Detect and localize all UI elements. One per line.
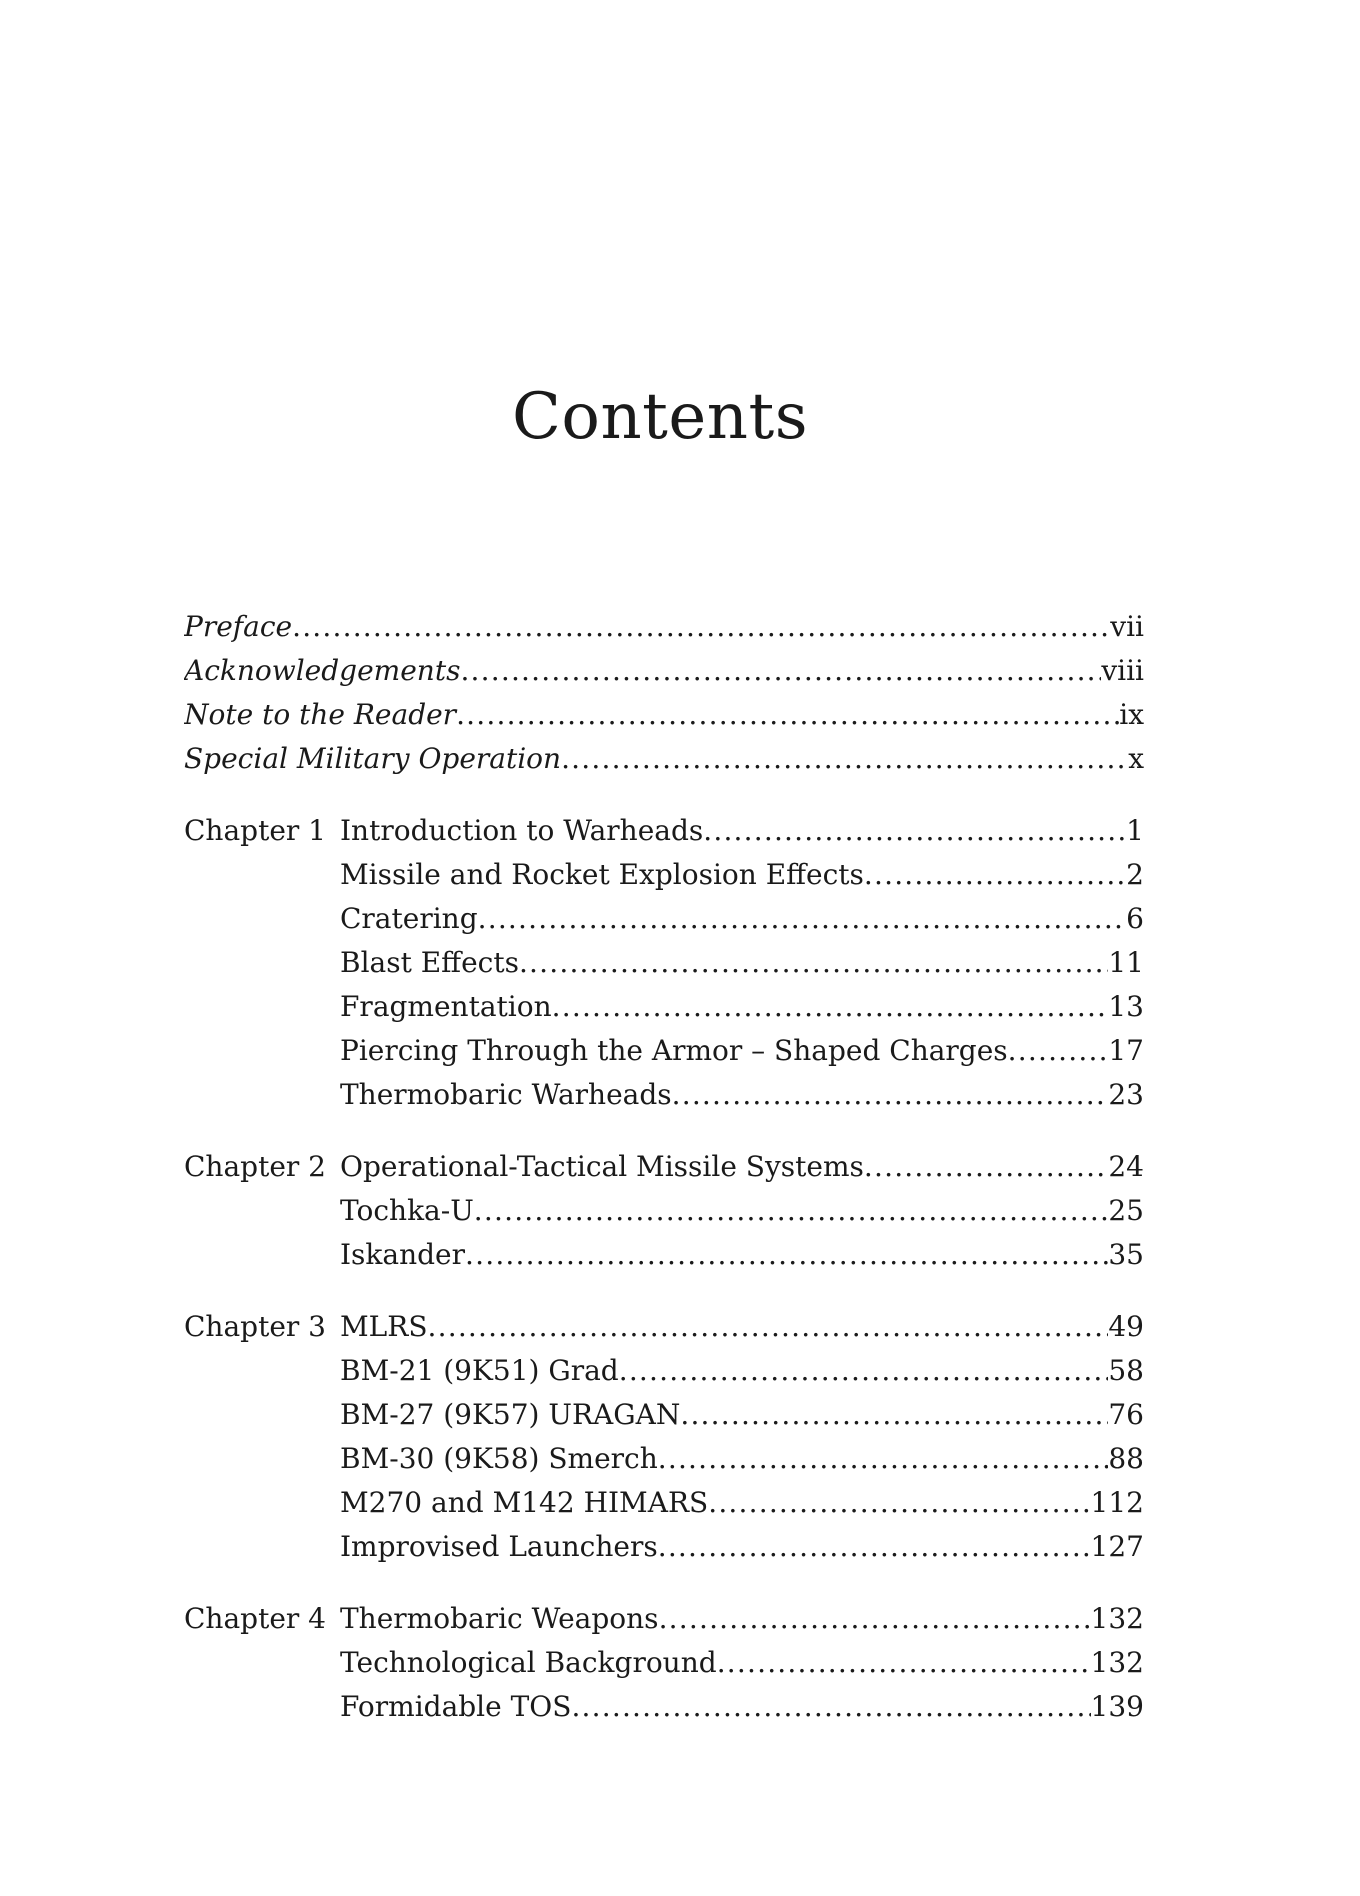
toc-entry-page: 112 bbox=[1090, 1486, 1144, 1519]
toc-entry-title: Note to the Reader bbox=[184, 698, 457, 731]
dot-leader bbox=[571, 1685, 1090, 1729]
chapter-label: Chapter 4 bbox=[184, 1602, 326, 1635]
toc-entry-page: 11 bbox=[1108, 946, 1144, 979]
toc-entry[interactable] bbox=[184, 1641, 1144, 1685]
toc-entry-acknowledgements[interactable] bbox=[184, 649, 1144, 693]
toc-entry-page: 24 bbox=[1108, 1150, 1144, 1183]
section-gap bbox=[184, 1569, 1144, 1597]
toc-entry-page: 132 bbox=[1090, 1602, 1144, 1635]
page-title: Contents bbox=[511, 380, 809, 454]
toc-entry-title: Iskander bbox=[340, 1238, 466, 1271]
dot-leader bbox=[717, 1641, 1091, 1685]
toc-entry-page: 58 bbox=[1108, 1354, 1144, 1387]
toc-entry-page: x bbox=[1128, 742, 1144, 775]
dot-leader bbox=[658, 1437, 1109, 1481]
dot-leader bbox=[561, 737, 1128, 781]
chapter-label: Chapter 3 bbox=[184, 1310, 326, 1343]
toc-entry-page: 23 bbox=[1108, 1078, 1144, 1111]
dot-leader bbox=[1008, 1029, 1109, 1073]
toc-entry-page: 88 bbox=[1108, 1442, 1144, 1475]
dot-leader bbox=[703, 809, 1126, 853]
toc-entry[interactable] bbox=[184, 1437, 1144, 1481]
toc-entry-title: Missile and Rocket Explosion Effects bbox=[340, 858, 864, 891]
toc-entry-title: BM-30 (9K58) Smerch bbox=[340, 1442, 658, 1475]
toc-entry-title: Acknowledgements bbox=[184, 654, 461, 687]
chapter-2-section bbox=[184, 1145, 1144, 1277]
toc-entry-page: 2 bbox=[1126, 858, 1144, 891]
chapter-label: Chapter 1 bbox=[184, 814, 326, 847]
toc-entry[interactable] bbox=[184, 1349, 1144, 1393]
toc-entry-page: 76 bbox=[1108, 1398, 1144, 1431]
toc-entry[interactable] bbox=[184, 1685, 1144, 1729]
dot-leader bbox=[659, 1597, 1091, 1641]
dot-leader bbox=[456, 693, 1119, 737]
dot-leader bbox=[864, 1145, 1108, 1189]
dot-leader bbox=[619, 1349, 1109, 1393]
section-gap bbox=[184, 1277, 1144, 1305]
toc-entry-page: ix bbox=[1119, 698, 1144, 731]
chapter-1-section bbox=[184, 809, 1144, 1117]
toc-entry-page: 35 bbox=[1108, 1238, 1144, 1271]
dot-leader bbox=[474, 1189, 1109, 1233]
toc-entry-title: M270 and M142 HIMARS bbox=[340, 1486, 709, 1519]
toc-entry-title: BM-27 (9K57) URAGAN bbox=[340, 1398, 681, 1431]
toc-entry[interactable] bbox=[184, 1073, 1144, 1117]
toc-entry[interactable] bbox=[184, 1305, 1144, 1349]
toc-entry[interactable] bbox=[184, 809, 1144, 853]
toc-entry-page: 25 bbox=[1108, 1194, 1144, 1227]
dot-leader bbox=[428, 1305, 1109, 1349]
section-gap bbox=[184, 781, 1144, 809]
toc-entry-title: Operational-Tactical Missile Systems bbox=[340, 1150, 864, 1183]
toc-entry-title: Thermobaric Warheads bbox=[340, 1078, 672, 1111]
dot-leader bbox=[552, 985, 1109, 1029]
toc-entry-title: BM-21 (9K51) Grad bbox=[340, 1354, 619, 1387]
toc-entry-title: Blast Effects bbox=[340, 946, 519, 979]
toc-entry[interactable] bbox=[184, 1189, 1144, 1233]
dot-leader bbox=[708, 1481, 1090, 1525]
toc-entry-page: 17 bbox=[1108, 1034, 1144, 1067]
toc-entry[interactable] bbox=[184, 1393, 1144, 1437]
section-gap bbox=[184, 1117, 1144, 1145]
toc-entry-page: 6 bbox=[1126, 902, 1144, 935]
toc-entry-page: 139 bbox=[1090, 1690, 1144, 1723]
toc-entry-page: 13 bbox=[1108, 990, 1144, 1023]
dot-leader bbox=[519, 941, 1108, 985]
toc-entry-title: Formidable TOS bbox=[340, 1690, 572, 1723]
toc-entry-title: Thermobaric Weapons bbox=[340, 1602, 659, 1635]
toc-entry-title: Introduction to Warheads bbox=[340, 814, 704, 847]
dot-leader bbox=[864, 853, 1126, 897]
dot-leader bbox=[680, 1393, 1108, 1437]
toc-entry[interactable] bbox=[184, 985, 1144, 1029]
toc-entry-title: MLRS bbox=[340, 1310, 428, 1343]
table-of-contents bbox=[184, 605, 1144, 1729]
toc-entry-title: Piercing Through the Armor – Shaped Charges bbox=[340, 1034, 1008, 1067]
toc-entry-page: 1 bbox=[1126, 814, 1144, 847]
toc-entry-special-military-operation[interactable] bbox=[184, 737, 1144, 781]
toc-entry-title: Tochka-U bbox=[340, 1194, 474, 1227]
toc-entry-page: viii bbox=[1101, 654, 1144, 687]
dot-leader bbox=[292, 605, 1110, 649]
toc-entry-title: Improvised Launchers bbox=[340, 1530, 658, 1563]
toc-entry[interactable] bbox=[184, 1233, 1144, 1277]
toc-entry-page: 127 bbox=[1090, 1530, 1144, 1563]
chapter-4-section bbox=[184, 1597, 1144, 1729]
toc-entry[interactable] bbox=[184, 1481, 1144, 1525]
dot-leader bbox=[672, 1073, 1109, 1117]
chapter-label: Chapter 2 bbox=[184, 1150, 326, 1183]
toc-entry[interactable] bbox=[184, 1145, 1144, 1189]
toc-entry-page: 132 bbox=[1090, 1646, 1144, 1679]
toc-entry[interactable] bbox=[184, 941, 1144, 985]
toc-entry[interactable] bbox=[184, 897, 1144, 941]
toc-entry-page: vii bbox=[1110, 610, 1144, 643]
dot-leader bbox=[460, 649, 1101, 693]
toc-entry-title: Preface bbox=[184, 610, 293, 643]
toc-entry-title: Special Military Operation bbox=[184, 742, 562, 775]
toc-entry-title: Cratering bbox=[340, 902, 478, 935]
toc-entry[interactable] bbox=[184, 1597, 1144, 1641]
toc-entry-title: Fragmentation bbox=[340, 990, 552, 1023]
toc-entry[interactable] bbox=[184, 1029, 1144, 1073]
chapter-3-section bbox=[184, 1305, 1144, 1569]
dot-leader bbox=[465, 1233, 1108, 1277]
toc-entry-note-to-reader[interactable] bbox=[184, 693, 1144, 737]
toc-entry-page: 49 bbox=[1108, 1310, 1144, 1343]
toc-entry[interactable] bbox=[184, 1525, 1144, 1569]
dot-leader bbox=[658, 1525, 1091, 1569]
toc-entry-title: Technological Background bbox=[340, 1646, 717, 1679]
toc-entry-preface[interactable] bbox=[184, 605, 1144, 649]
dot-leader bbox=[478, 897, 1127, 941]
toc-entry[interactable] bbox=[184, 853, 1144, 897]
